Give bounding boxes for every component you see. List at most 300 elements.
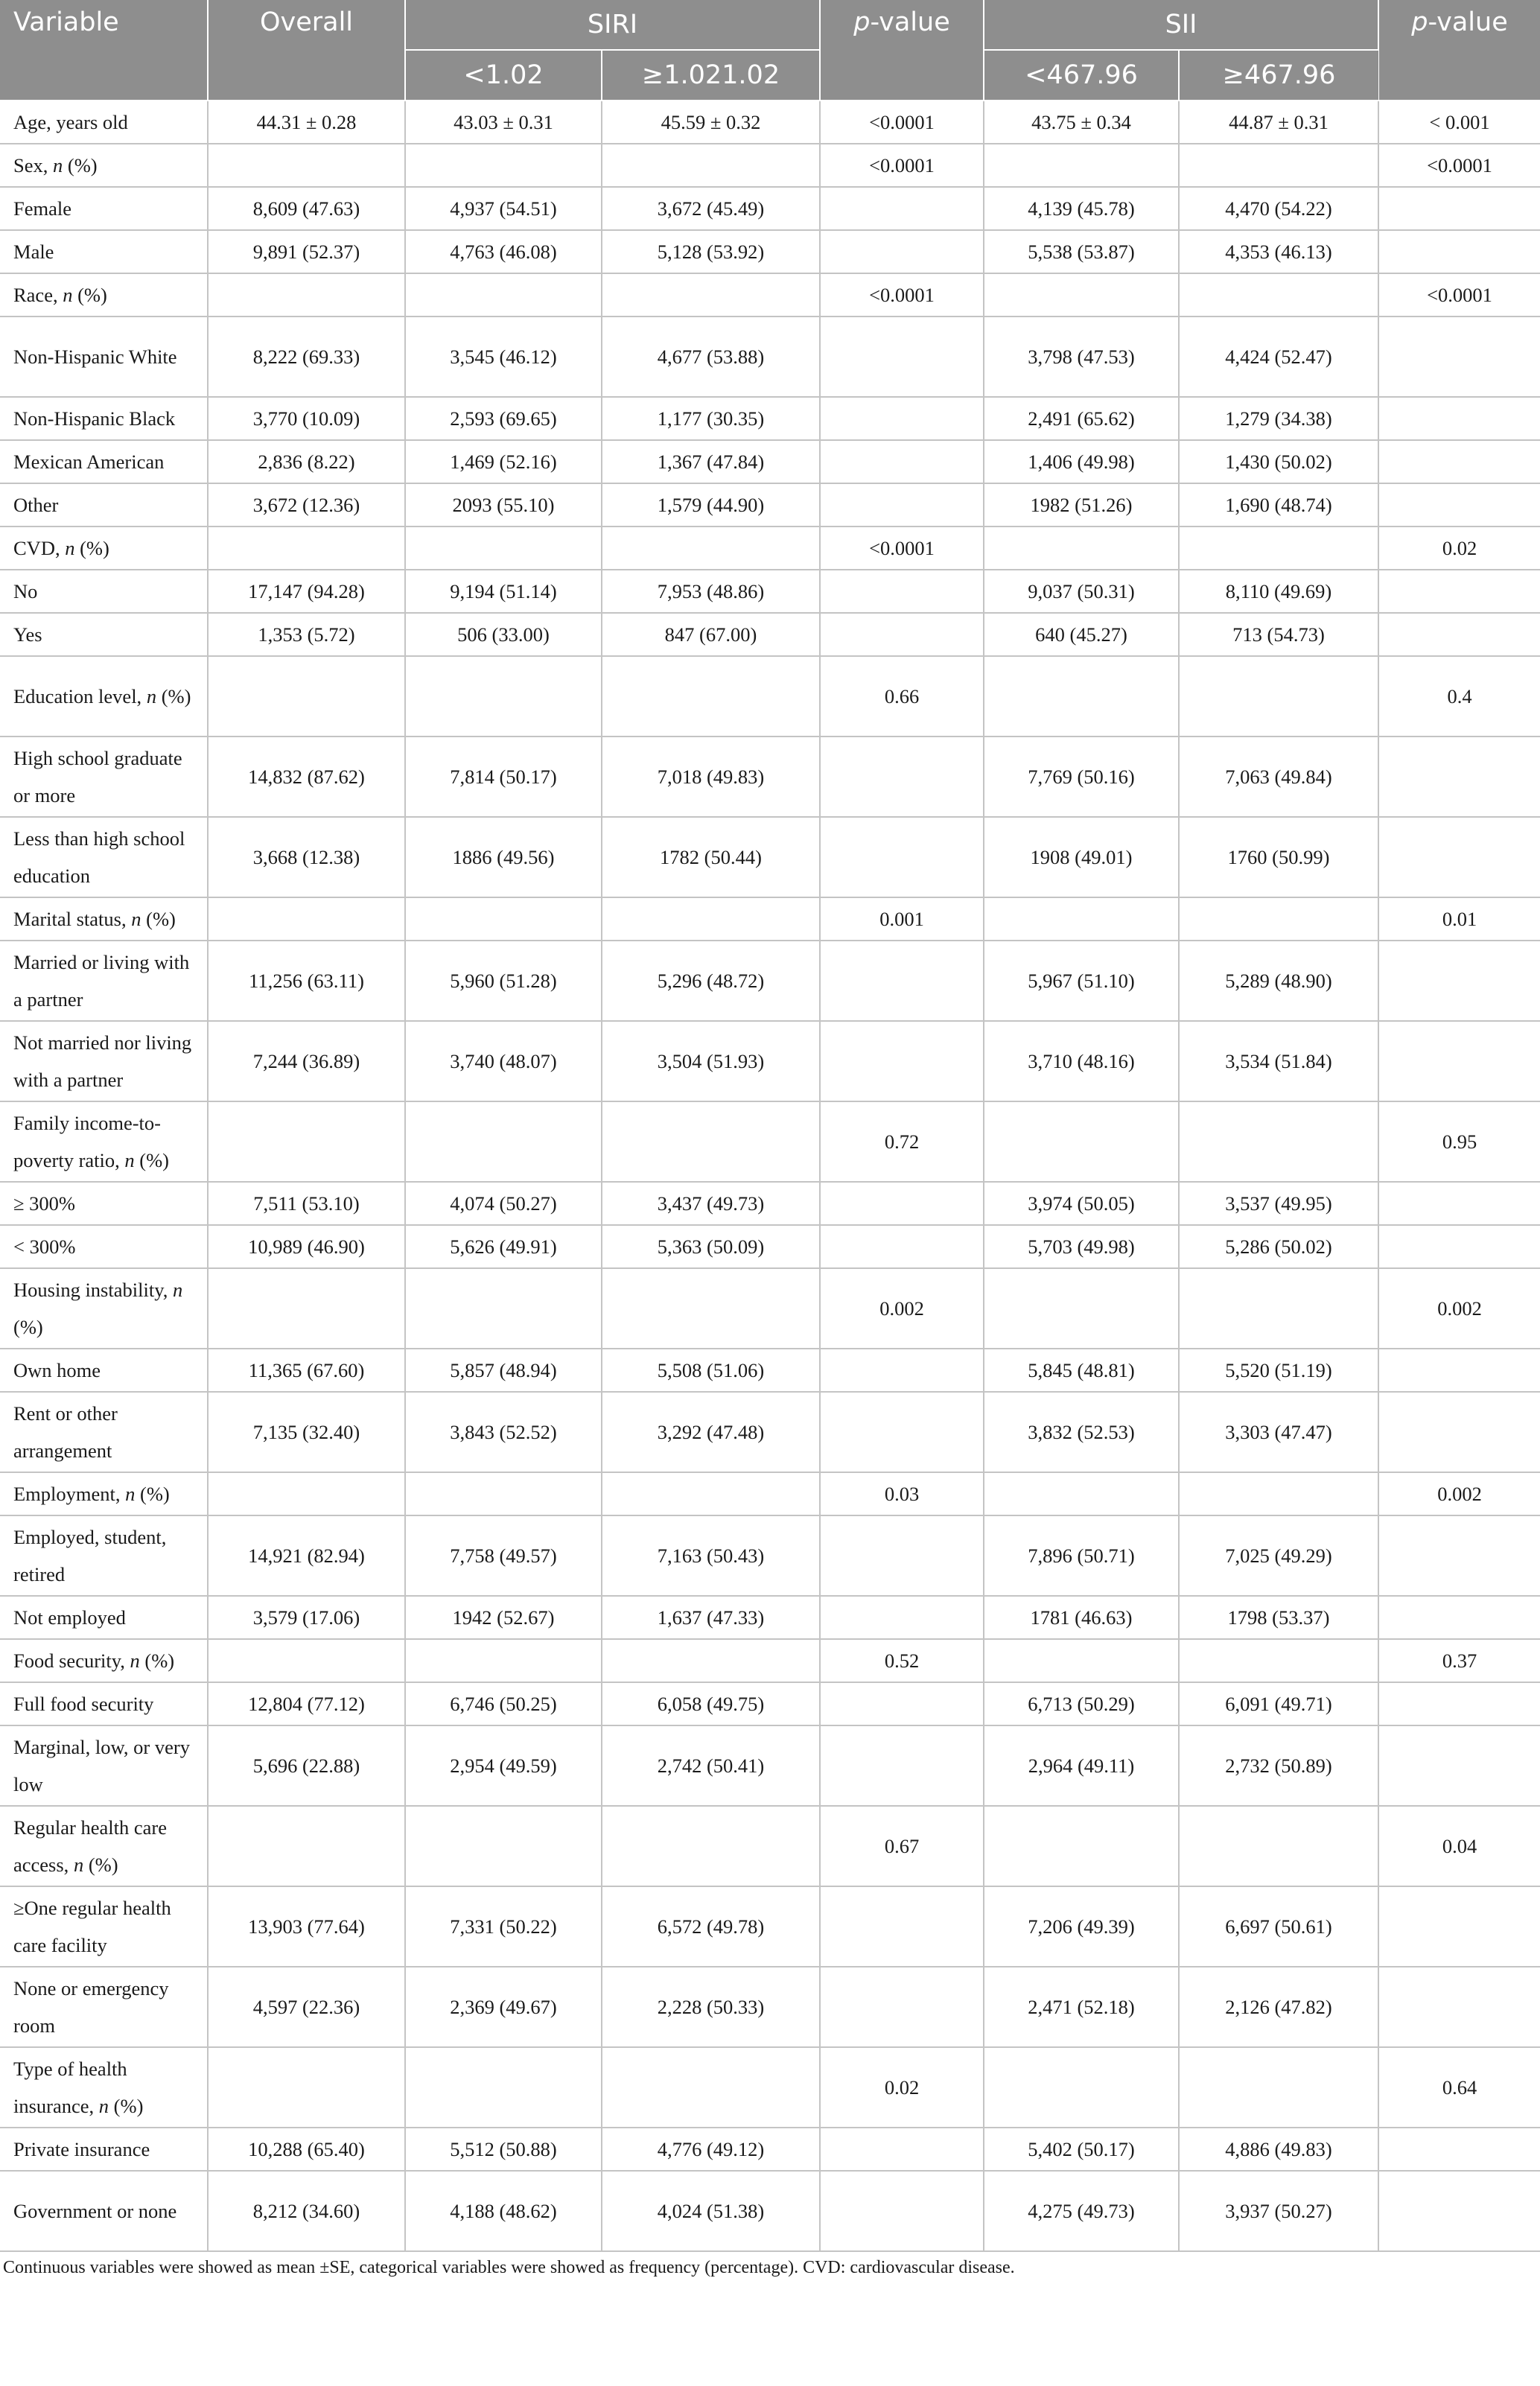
cell-siri-high: 6,058 (49.75)	[602, 1682, 820, 1725]
cell-p-value-siri: 0.66	[820, 656, 984, 737]
cell-siri-high: 7,163 (50.43)	[602, 1515, 820, 1596]
table-row	[0, 1182, 1540, 1225]
cell-variable	[0, 1182, 208, 1225]
cell-p-value-siri	[820, 1596, 984, 1639]
cell-variable	[0, 1725, 208, 1806]
cell-sii-high: 6,091 (49.71)	[1179, 1682, 1378, 1725]
cell-sii-high: 5,520 (51.19)	[1179, 1349, 1378, 1392]
cell-p-value-sii	[1378, 187, 1540, 230]
variable-label: < 300%	[13, 1235, 76, 1258]
cell-p-value-sii	[1378, 1515, 1540, 1596]
cell-sii-high: 1,279 (34.38)	[1179, 397, 1378, 440]
cell-p-value-sii	[1378, 397, 1540, 440]
cell-p-value-sii	[1378, 1392, 1540, 1472]
cell-overall: 3,668 (12.38)	[208, 817, 405, 897]
cell-overall: 14,832 (87.62)	[208, 737, 405, 817]
header-p-value-siri	[820, 0, 984, 101]
cell-p-value-siri: <0.0001	[820, 144, 984, 187]
cell-siri-high	[602, 2047, 820, 2128]
cell-variable	[0, 1349, 208, 1392]
cell-sii-high	[1179, 1472, 1378, 1515]
cell-sii-low: 3,798 (47.53)	[984, 316, 1179, 397]
cell-siri-low	[405, 273, 602, 316]
cell-sii-high: 4,470 (54.22)	[1179, 187, 1378, 230]
header-siri-high: ≥1.021.02	[602, 50, 820, 101]
variable-label-suffix: (%)	[72, 284, 107, 306]
cell-siri-high	[602, 1806, 820, 1886]
cell-p-value-sii: 0.002	[1378, 1472, 1540, 1515]
cell-p-value-sii: 0.02	[1378, 526, 1540, 570]
cell-siri-low: 506 (33.00)	[405, 613, 602, 656]
cell-siri-high	[602, 1101, 820, 1182]
table-row	[0, 570, 1540, 613]
cell-siri-high	[602, 1472, 820, 1515]
variable-label-suffix: (%)	[141, 908, 176, 930]
cell-overall	[208, 1268, 405, 1349]
table-row	[0, 737, 1540, 817]
cell-p-value-siri: 0.72	[820, 1101, 984, 1182]
cell-siri-high: 45.59 ± 0.32	[602, 101, 820, 144]
cell-p-value-sii	[1378, 316, 1540, 397]
table-row	[0, 230, 1540, 273]
variable-label: Less than high school education	[13, 827, 185, 887]
cell-siri-low: 1886 (49.56)	[405, 817, 602, 897]
variable-label-suffix: (%)	[63, 154, 98, 176]
cell-siri-low: 3,545 (46.12)	[405, 316, 602, 397]
cell-p-value-sii: 0.95	[1378, 1101, 1540, 1182]
cell-sii-low	[984, 1101, 1179, 1182]
cell-p-value-sii	[1378, 941, 1540, 1021]
cell-p-value-sii	[1378, 1596, 1540, 1639]
cell-sii-low	[984, 656, 1179, 737]
cell-variable	[0, 1021, 208, 1101]
variable-label: Female	[13, 197, 71, 220]
cell-p-value-siri	[820, 941, 984, 1021]
variable-label: Marginal, low, or very low	[13, 1736, 190, 1795]
cell-overall: 44.31 ± 0.28	[208, 101, 405, 144]
cell-p-value-sii	[1378, 1225, 1540, 1268]
cell-overall: 1,353 (5.72)	[208, 613, 405, 656]
cell-siri-high: 5,128 (53.92)	[602, 230, 820, 273]
cell-p-value-siri	[820, 397, 984, 440]
cell-variable	[0, 2171, 208, 2251]
cell-p-value-sii	[1378, 440, 1540, 483]
cell-overall: 9,891 (52.37)	[208, 230, 405, 273]
variable-label-n: n	[53, 154, 63, 176]
cell-siri-low: 6,746 (50.25)	[405, 1682, 602, 1725]
variable-label-n: n	[131, 908, 141, 930]
cell-variable	[0, 397, 208, 440]
cell-variable	[0, 1682, 208, 1725]
cell-p-value-siri: 0.52	[820, 1639, 984, 1682]
cell-siri-low: 2,369 (49.67)	[405, 1967, 602, 2047]
cell-sii-high: 7,063 (49.84)	[1179, 737, 1378, 817]
cell-siri-low: 2093 (55.10)	[405, 483, 602, 526]
cell-sii-low: 3,974 (50.05)	[984, 1182, 1179, 1225]
cell-siri-low	[405, 1101, 602, 1182]
cell-siri-high: 1,579 (44.90)	[602, 483, 820, 526]
cell-sii-high: 2,126 (47.82)	[1179, 1967, 1378, 2047]
cell-sii-low: 7,769 (50.16)	[984, 737, 1179, 817]
cell-overall: 11,365 (67.60)	[208, 1349, 405, 1392]
table-row	[0, 1725, 1540, 1806]
cell-siri-low: 7,331 (50.22)	[405, 1886, 602, 1967]
variable-label-suffix: (%)	[83, 1854, 118, 1876]
table-row	[0, 1268, 1540, 1349]
cell-siri-low	[405, 1639, 602, 1682]
cell-p-value-siri: <0.0001	[820, 101, 984, 144]
variable-label-n: n	[125, 1483, 136, 1505]
cell-variable	[0, 656, 208, 737]
cell-p-value-sii: <0.0001	[1378, 273, 1540, 316]
cell-variable	[0, 817, 208, 897]
cell-p-value-siri: 0.001	[820, 897, 984, 941]
variable-label-suffix: (%)	[139, 1649, 175, 1672]
cell-sii-high: 5,289 (48.90)	[1179, 941, 1378, 1021]
cell-siri-low	[405, 1268, 602, 1349]
header-variable: Variable	[0, 0, 208, 101]
cell-p-value-sii	[1378, 483, 1540, 526]
variable-label-n: n	[172, 1279, 183, 1301]
cell-sii-low	[984, 1472, 1179, 1515]
cell-siri-low	[405, 144, 602, 187]
variable-label: Rent or other arrangement	[13, 1402, 118, 1462]
cell-sii-low: 2,471 (52.18)	[984, 1967, 1179, 2047]
cell-p-value-sii	[1378, 1682, 1540, 1725]
cell-sii-low: 3,710 (48.16)	[984, 1021, 1179, 1101]
variable-label: Other	[13, 494, 59, 516]
cell-overall: 7,244 (36.89)	[208, 1021, 405, 1101]
cell-variable	[0, 1596, 208, 1639]
cell-siri-high: 3,292 (47.48)	[602, 1392, 820, 1472]
cell-p-value-sii	[1378, 1349, 1540, 1392]
variable-label: Mexican American	[13, 451, 165, 473]
cell-sii-high	[1179, 1806, 1378, 1886]
table-row	[0, 1021, 1540, 1101]
cell-siri-low	[405, 2047, 602, 2128]
cell-siri-low: 7,814 (50.17)	[405, 737, 602, 817]
cell-overall: 10,989 (46.90)	[208, 1225, 405, 1268]
cell-siri-low	[405, 656, 602, 737]
variable-label: Private insurance	[13, 2138, 150, 2160]
cell-overall	[208, 526, 405, 570]
table-row	[0, 144, 1540, 187]
cell-siri-low	[405, 897, 602, 941]
header-sii: SII	[984, 0, 1378, 50]
cell-siri-high	[602, 656, 820, 737]
table-row	[0, 2047, 1540, 2128]
cell-overall: 5,696 (22.88)	[208, 1725, 405, 1806]
variable-label: Full food security	[13, 1693, 154, 1715]
table-row	[0, 1349, 1540, 1392]
cell-siri-low: 1942 (52.67)	[405, 1596, 602, 1639]
table-row	[0, 526, 1540, 570]
variable-label-n: n	[98, 2095, 109, 2117]
variable-label: Regular health care access,	[13, 1816, 167, 1876]
table-row	[0, 1596, 1540, 1639]
cell-p-value-siri	[820, 737, 984, 817]
table-row	[0, 1515, 1540, 1596]
variable-label: Not employed	[13, 1606, 126, 1629]
cell-siri-high: 4,776 (49.12)	[602, 2128, 820, 2171]
cell-siri-low: 43.03 ± 0.31	[405, 101, 602, 144]
cell-variable	[0, 483, 208, 526]
cell-overall	[208, 1101, 405, 1182]
table-row	[0, 2128, 1540, 2171]
cell-p-value-sii	[1378, 737, 1540, 817]
variable-label: Own home	[13, 1359, 101, 1381]
cell-p-value-siri	[820, 1349, 984, 1392]
cell-sii-low: 3,832 (52.53)	[984, 1392, 1179, 1472]
variable-label-suffix: (%)	[13, 1316, 43, 1338]
cell-siri-high	[602, 144, 820, 187]
cell-p-value-siri	[820, 2128, 984, 2171]
cell-siri-high: 5,508 (51.06)	[602, 1349, 820, 1392]
variable-label: Marital status,	[13, 908, 132, 930]
variable-label: None or emergency room	[13, 1977, 169, 2037]
cell-variable	[0, 897, 208, 941]
table-row	[0, 1967, 1540, 2047]
variable-label: No	[13, 580, 38, 602]
cell-sii-low	[984, 144, 1179, 187]
cell-overall: 8,222 (69.33)	[208, 316, 405, 397]
cell-overall: 13,903 (77.64)	[208, 1886, 405, 1967]
cell-siri-high: 3,437 (49.73)	[602, 1182, 820, 1225]
variable-label: Employed, student, retired	[13, 1526, 167, 1585]
cell-p-value-sii	[1378, 1967, 1540, 2047]
cell-siri-low: 2,593 (69.65)	[405, 397, 602, 440]
cell-p-value-sii: <0.0001	[1378, 144, 1540, 187]
cell-overall: 14,921 (82.94)	[208, 1515, 405, 1596]
variable-label-suffix: (%)	[74, 537, 109, 559]
cell-p-value-siri: <0.0001	[820, 526, 984, 570]
cell-sii-high: 2,732 (50.89)	[1179, 1725, 1378, 1806]
cell-sii-low	[984, 1268, 1179, 1349]
cell-sii-low: 2,491 (65.62)	[984, 397, 1179, 440]
cell-sii-low: 5,402 (50.17)	[984, 2128, 1179, 2171]
cell-variable	[0, 1101, 208, 1182]
cell-sii-high: 1760 (50.99)	[1179, 817, 1378, 897]
cell-sii-high	[1179, 2047, 1378, 2128]
cell-overall: 7,135 (32.40)	[208, 1392, 405, 1472]
cell-p-value-sii	[1378, 230, 1540, 273]
cell-p-value-siri	[820, 230, 984, 273]
variable-label: Family income-to-poverty ratio,	[13, 1112, 161, 1171]
cell-overall: 8,609 (47.63)	[208, 187, 405, 230]
cell-p-value-siri: 0.67	[820, 1806, 984, 1886]
cell-p-value-sii: 0.04	[1378, 1806, 1540, 1886]
table-row	[0, 1101, 1540, 1182]
variable-label-n: n	[124, 1149, 135, 1171]
cell-sii-high	[1179, 1268, 1378, 1349]
variable-label: Government or none	[13, 2200, 177, 2222]
cell-p-value-siri	[820, 1021, 984, 1101]
cell-p-value-sii: 0.37	[1378, 1639, 1540, 1682]
table-footnote: Continuous variables were showed as mean ±SE, categorical variables were showed as frequency (percentage). CVD: cardiovascular disease.	[3, 2258, 1015, 2277]
cell-p-value-siri	[820, 1725, 984, 1806]
variable-label: Non-Hispanic White	[13, 346, 177, 368]
table-row	[0, 817, 1540, 897]
cell-siri-low: 5,512 (50.88)	[405, 2128, 602, 2171]
cell-siri-high: 2,742 (50.41)	[602, 1725, 820, 1806]
cell-siri-high: 2,228 (50.33)	[602, 1967, 820, 2047]
cell-sii-low: 6,713 (50.29)	[984, 1682, 1179, 1725]
header-p-italic: p	[1411, 7, 1428, 37]
cell-p-value-siri	[820, 1515, 984, 1596]
variable-label-n: n	[146, 685, 157, 707]
cell-overall: 3,672 (12.36)	[208, 483, 405, 526]
cell-p-value-sii	[1378, 817, 1540, 897]
cell-siri-high: 6,572 (49.78)	[602, 1886, 820, 1967]
cell-overall	[208, 1472, 405, 1515]
cell-sii-high: 713 (54.73)	[1179, 613, 1378, 656]
cell-overall: 12,804 (77.12)	[208, 1682, 405, 1725]
cell-p-value-sii: 0.4	[1378, 656, 1540, 737]
variable-label: Type of health insurance,	[13, 2058, 127, 2117]
cell-p-value-siri	[820, 440, 984, 483]
cell-variable	[0, 144, 208, 187]
table-row	[0, 101, 1540, 144]
cell-siri-high	[602, 273, 820, 316]
cell-sii-high	[1179, 656, 1378, 737]
table-row	[0, 1639, 1540, 1682]
variable-label-n: n	[73, 1854, 84, 1876]
variable-label-suffix: (%)	[109, 2095, 144, 2117]
cell-sii-high: 3,537 (49.95)	[1179, 1182, 1378, 1225]
cell-variable	[0, 230, 208, 273]
cell-variable	[0, 613, 208, 656]
cell-siri-low: 4,188 (48.62)	[405, 2171, 602, 2251]
header-sii-high: ≥467.96	[1179, 50, 1378, 101]
header-p-rest: -value	[870, 7, 950, 37]
cell-overall	[208, 656, 405, 737]
cell-sii-high: 3,534 (51.84)	[1179, 1021, 1378, 1101]
cell-p-value-sii: 0.002	[1378, 1268, 1540, 1349]
cell-siri-low: 7,758 (49.57)	[405, 1515, 602, 1596]
cell-variable	[0, 1472, 208, 1515]
table-row	[0, 1886, 1540, 1967]
cell-variable	[0, 526, 208, 570]
cell-variable	[0, 1392, 208, 1472]
header-p-italic: p	[853, 7, 871, 37]
cell-sii-low: 1982 (51.26)	[984, 483, 1179, 526]
cell-overall	[208, 1806, 405, 1886]
cell-sii-low: 7,896 (50.71)	[984, 1515, 1179, 1596]
cell-siri-low: 3,843 (52.52)	[405, 1392, 602, 1472]
cell-p-value-siri	[820, 2171, 984, 2251]
variable-label: Housing instability,	[13, 1279, 173, 1301]
variable-label: ≥One regular health care facility	[13, 1897, 171, 1956]
cell-siri-high	[602, 1268, 820, 1349]
cell-variable	[0, 101, 208, 144]
variable-label-suffix: (%)	[156, 685, 191, 707]
variable-label: Not married nor living with a partner	[13, 1031, 192, 1091]
table-row	[0, 1392, 1540, 1472]
cell-overall: 4,597 (22.36)	[208, 1967, 405, 2047]
cell-siri-high: 3,504 (51.93)	[602, 1021, 820, 1101]
cell-sii-high: 3,937 (50.27)	[1179, 2171, 1378, 2251]
cell-p-value-sii	[1378, 1886, 1540, 1967]
cell-sii-high: 4,886 (49.83)	[1179, 2128, 1378, 2171]
cell-sii-high	[1179, 897, 1378, 941]
cell-p-value-siri	[820, 613, 984, 656]
variable-label-n: n	[65, 537, 75, 559]
cell-sii-high	[1179, 144, 1378, 187]
table-body	[0, 101, 1540, 2251]
cell-sii-low: 640 (45.27)	[984, 613, 1179, 656]
table-row	[0, 1472, 1540, 1515]
cell-siri-low	[405, 1806, 602, 1886]
cell-variable	[0, 1806, 208, 1886]
cell-siri-low: 3,740 (48.07)	[405, 1021, 602, 1101]
cell-sii-low	[984, 1639, 1179, 1682]
cell-siri-high: 7,018 (49.83)	[602, 737, 820, 817]
cell-sii-high: 7,025 (49.29)	[1179, 1515, 1378, 1596]
cell-p-value-siri: 0.02	[820, 2047, 984, 2128]
cell-variable	[0, 1225, 208, 1268]
cell-overall	[208, 2047, 405, 2128]
cell-sii-low	[984, 273, 1179, 316]
cell-sii-low	[984, 897, 1179, 941]
cell-sii-low: 5,967 (51.10)	[984, 941, 1179, 1021]
cell-sii-low	[984, 1806, 1179, 1886]
table-row	[0, 1806, 1540, 1886]
cell-siri-high	[602, 897, 820, 941]
cell-p-value-siri	[820, 1392, 984, 1472]
cell-variable	[0, 440, 208, 483]
cell-sii-low: 1781 (46.63)	[984, 1596, 1179, 1639]
cell-siri-high: 847 (67.00)	[602, 613, 820, 656]
cell-sii-low: 5,703 (49.98)	[984, 1225, 1179, 1268]
cell-variable	[0, 1639, 208, 1682]
cell-variable	[0, 570, 208, 613]
cell-sii-low: 43.75 ± 0.34	[984, 101, 1179, 144]
cell-sii-low: 7,206 (49.39)	[984, 1886, 1179, 1967]
cell-sii-low: 5,845 (48.81)	[984, 1349, 1179, 1392]
cell-sii-high: 44.87 ± 0.31	[1179, 101, 1378, 144]
header-overall: Overall	[208, 0, 405, 101]
cell-p-value-sii: 0.01	[1378, 897, 1540, 941]
cell-p-value-siri	[820, 570, 984, 613]
cell-sii-high: 4,353 (46.13)	[1179, 230, 1378, 273]
cell-siri-high: 1,367 (47.84)	[602, 440, 820, 483]
cell-p-value-siri	[820, 483, 984, 526]
cell-variable	[0, 1515, 208, 1596]
cell-sii-low: 1908 (49.01)	[984, 817, 1179, 897]
cell-sii-high: 5,286 (50.02)	[1179, 1225, 1378, 1268]
cell-overall: 11,256 (63.11)	[208, 941, 405, 1021]
cell-siri-low: 4,074 (50.27)	[405, 1182, 602, 1225]
cell-sii-high: 3,303 (47.47)	[1179, 1392, 1378, 1472]
variable-label: Employment,	[13, 1483, 126, 1505]
cell-sii-high	[1179, 1101, 1378, 1182]
cell-p-value-siri	[820, 1886, 984, 1967]
cell-siri-high: 4,677 (53.88)	[602, 316, 820, 397]
table-row	[0, 656, 1540, 737]
variable-label-n: n	[63, 284, 73, 306]
cell-p-value-sii	[1378, 570, 1540, 613]
header-siri: SIRI	[405, 0, 820, 50]
cell-p-value-siri	[820, 1182, 984, 1225]
cell-variable	[0, 737, 208, 817]
variable-label: Education level,	[13, 685, 147, 707]
cell-siri-high: 5,363 (50.09)	[602, 1225, 820, 1268]
cell-p-value-siri: <0.0001	[820, 273, 984, 316]
cell-p-value-sii	[1378, 2128, 1540, 2171]
table-row	[0, 941, 1540, 1021]
header-p-value-sii	[1378, 0, 1540, 101]
header-sii-low: <467.96	[984, 50, 1179, 101]
